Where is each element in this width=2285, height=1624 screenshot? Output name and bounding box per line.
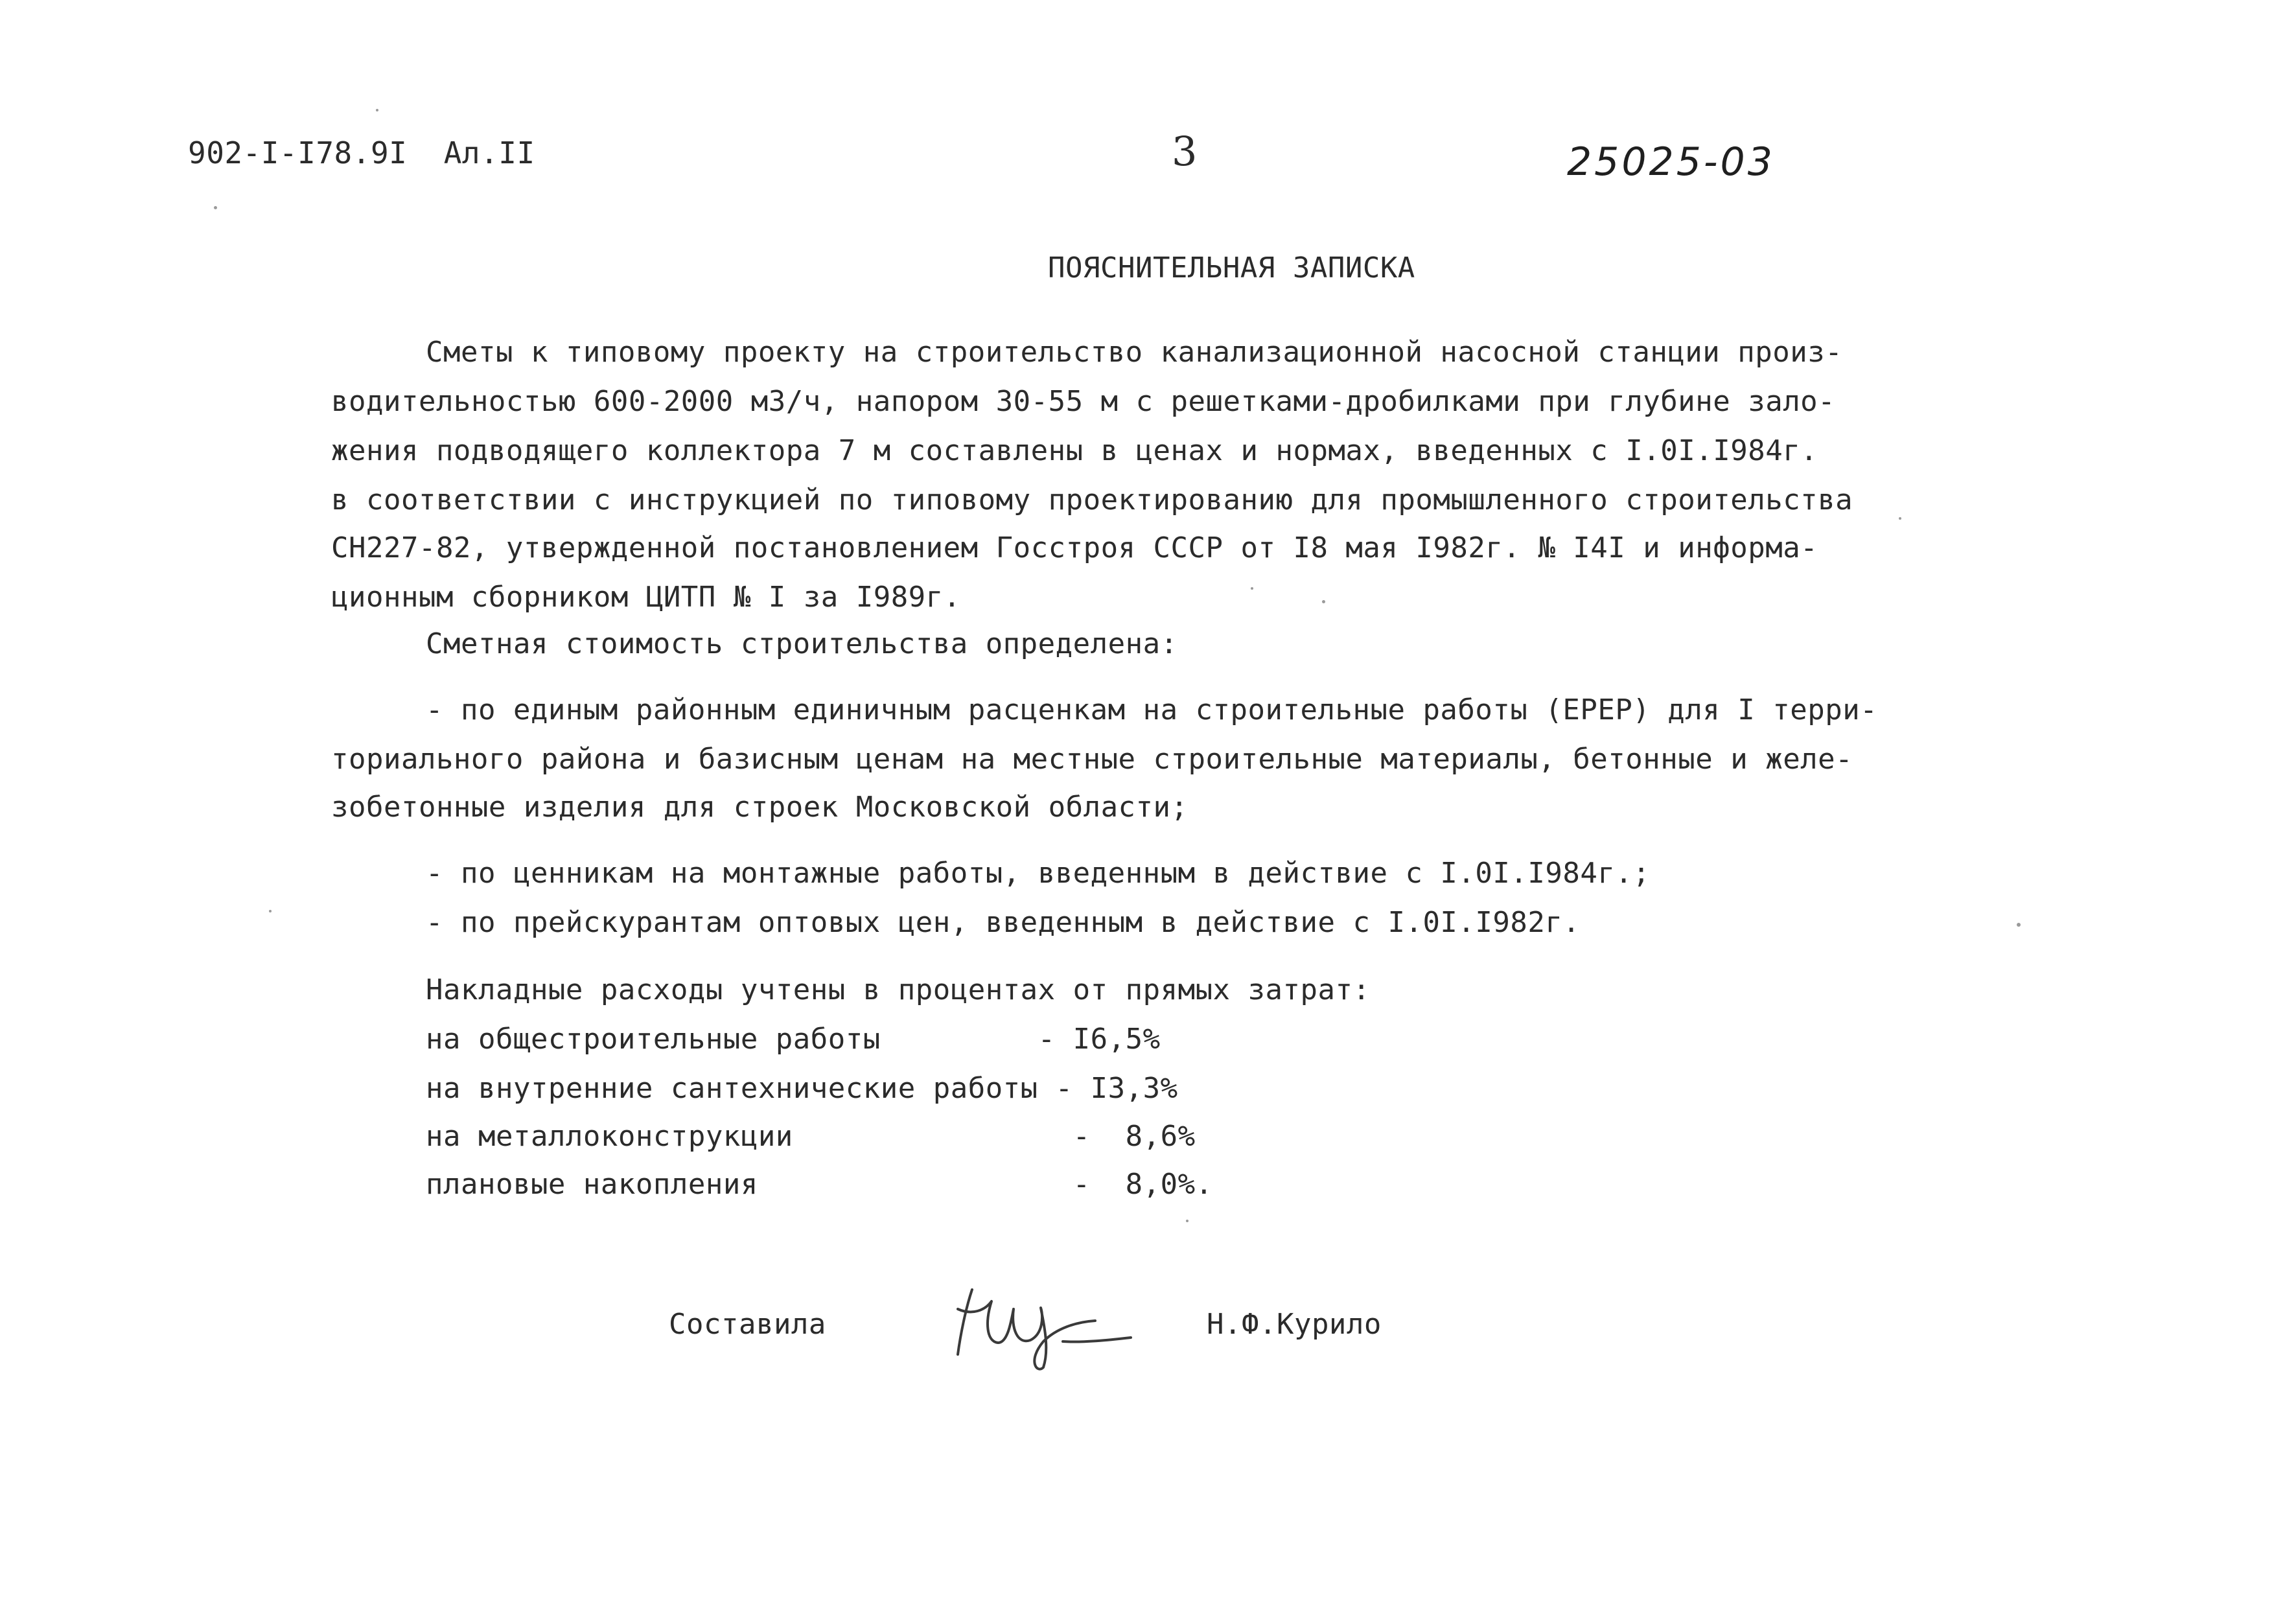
- scan-speck: [376, 109, 378, 111]
- compiled-by-label: Составила: [669, 1308, 826, 1341]
- scan-speck: [214, 206, 217, 209]
- scan-speck: [1322, 600, 1325, 603]
- paragraph-overhead: Накладные расходы учтены в процентах от прямых затрат:: [426, 973, 1371, 1006]
- rate-line: на внутренние сантехнические работы - I3,3%: [426, 1072, 1178, 1105]
- stamp-number: 25025-03: [1567, 139, 1775, 185]
- compiler-name: Н.Ф.Курило: [1207, 1308, 1382, 1341]
- text-line: жения подводящего коллектора 7 м составлены в ценах и нормах, введенных с I.0I.I984г.: [331, 434, 1818, 467]
- handwritten-signature: [946, 1270, 1134, 1374]
- text-line: Сметы к типовому проекту на строительство канализационной насосной станции произ-: [426, 336, 1843, 369]
- text-line: зобетонные изделия для строек Московской области;: [331, 791, 1189, 824]
- page-number: 3: [1172, 128, 1198, 175]
- text-line: ционным сборником ЦИТП № I за I989г.: [331, 581, 961, 614]
- scan-speck: [2017, 923, 2021, 927]
- scan-speck: [269, 910, 272, 912]
- text-line: в соответствии с инструкцией по типовому проектированию для промышленного строительства: [331, 483, 1853, 516]
- scan-speck: [1899, 517, 1901, 520]
- document-code: 902-I-I78.9I Ал.II: [188, 135, 535, 170]
- scan-speck: [1186, 1220, 1189, 1222]
- scan-speck: [1251, 587, 1253, 590]
- text-line: водительностью 600-2000 м3/ч, напором 30-55 м с решетками-дробилками при глубине зало-: [331, 385, 1836, 418]
- paragraph-cost-defined: Сметная стоимость строительства определена:: [426, 627, 1178, 660]
- paragraph-wholesale-prices: - по прейскурантам оптовых цен, введенным в действие с I.0I.I982г.: [426, 906, 1581, 939]
- text-line: ториального района и базисным ценам на местные строительные материалы, бетонные и желе-: [331, 743, 1853, 776]
- text-line: - по единым районным единичным расценкам на строительные работы (ЕРЕР) для I терри-: [426, 693, 1878, 726]
- rate-line: на металлоконструкции - 8,6%: [426, 1120, 1196, 1153]
- document-title: ПОЯСНИТЕЛЬНАЯ ЗАПИСКА: [1048, 251, 1415, 284]
- text-line: СН227-82, утвержденной постановлением Госстроя СССР от I8 мая I982г. № I4I и информа-: [331, 531, 1818, 564]
- rate-line: на общестроительные работы - I6,5%: [426, 1023, 1161, 1056]
- rate-line: плановые накопления - 8,0%.: [426, 1168, 1213, 1201]
- paragraph-installation-prices: - по ценникам на монтажные работы, введенным в действие с I.0I.I984г.;: [426, 857, 1651, 890]
